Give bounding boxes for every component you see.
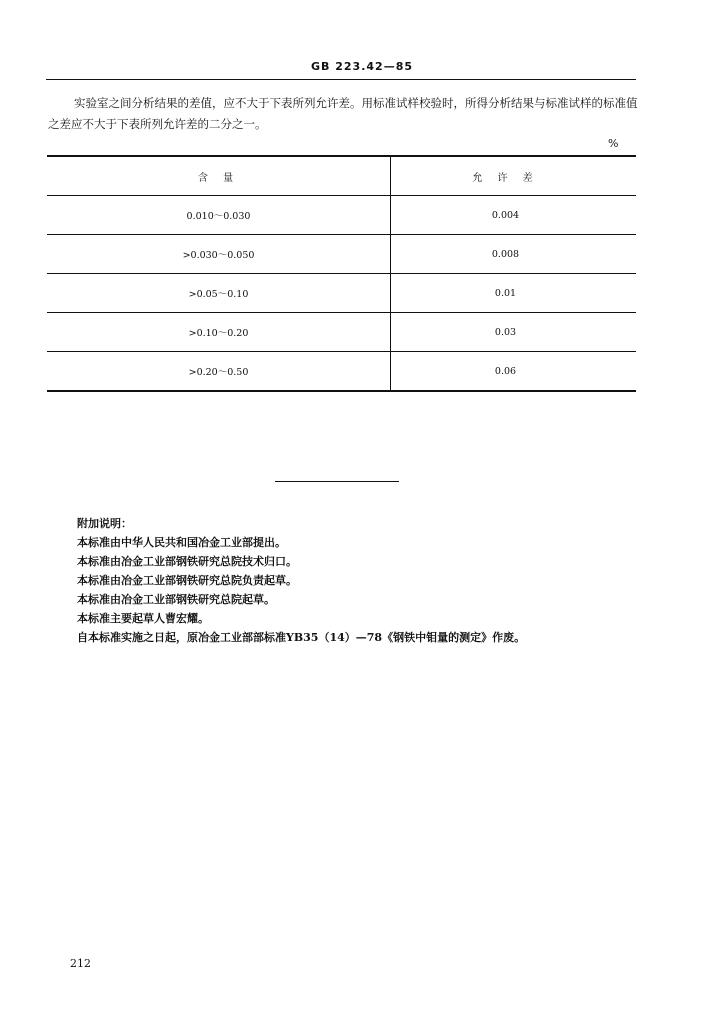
header-rule — [46, 79, 636, 80]
notes-title: 附加说明： — [77, 517, 132, 530]
content-value: >0.20～0.50 — [188, 367, 249, 378]
content-cell — [47, 313, 391, 351]
content-value: 0.010～0.030 — [186, 211, 251, 222]
table-unit-label: % — [608, 137, 619, 150]
section-divider — [275, 481, 399, 482]
header-content-cell — [47, 157, 391, 195]
table-row — [47, 274, 636, 313]
table-row — [47, 235, 636, 274]
page-number: 212 — [70, 957, 91, 970]
document-code-header: GB 223.42—85 — [311, 60, 413, 73]
tolerance-value: 0.03 — [494, 326, 517, 338]
content-value: >0.030～0.050 — [182, 250, 255, 261]
content-cell — [47, 235, 391, 273]
tolerance-value: 0.01 — [494, 287, 517, 299]
note-line: 本标准由冶金工业部钢铁研究总院起草。 — [77, 593, 275, 606]
note-line: 本标准主要起草人曹宏耀。 — [77, 612, 209, 625]
note-line: 本标准由冶金工业部钢铁研究总院技术归口。 — [77, 555, 297, 568]
table-header-row — [47, 157, 636, 196]
header-content-label: 含 量 — [197, 172, 240, 184]
tolerance-cell — [391, 196, 636, 234]
tolerance-value: 0.004 — [491, 209, 520, 221]
tolerance-table — [47, 155, 636, 392]
table-row — [47, 196, 636, 235]
note-line: 自本标准实施之日起，原冶金工业部部标准YB35（14）—78《钢铁中钼量的测定》作废。 — [77, 631, 526, 644]
intro-paragraph — [48, 93, 638, 135]
additional-notes — [77, 514, 677, 647]
content-cell — [47, 196, 391, 234]
note-line: 本标准由冶金工业部钢铁研究总院负责起草。 — [77, 574, 297, 587]
tolerance-cell — [391, 274, 636, 312]
header-tolerance-cell — [391, 157, 636, 195]
content-cell — [47, 274, 391, 312]
content-value: >0.05～0.10 — [188, 289, 249, 300]
tolerance-cell — [391, 313, 636, 351]
intro-text: 实验室之间分析结果的差值，应不大于下表所列允许差。用标准试样校验时，所得分析结果与标准试样的标准值之差应不大于下表所列允许差的二分之一。 — [48, 96, 638, 131]
tolerance-cell — [391, 235, 636, 273]
content-value: >0.10～0.20 — [188, 328, 249, 339]
note-line: 本标准由中华人民共和国冶金工业部提出。 — [77, 536, 286, 549]
tolerance-value: 0.06 — [494, 365, 517, 377]
table-row — [47, 313, 636, 352]
table-row — [47, 352, 636, 390]
tolerance-value: 0.008 — [491, 248, 520, 260]
header-tolerance-label: 允 许 差 — [472, 172, 539, 184]
content-cell — [47, 352, 391, 390]
tolerance-cell — [391, 352, 636, 390]
